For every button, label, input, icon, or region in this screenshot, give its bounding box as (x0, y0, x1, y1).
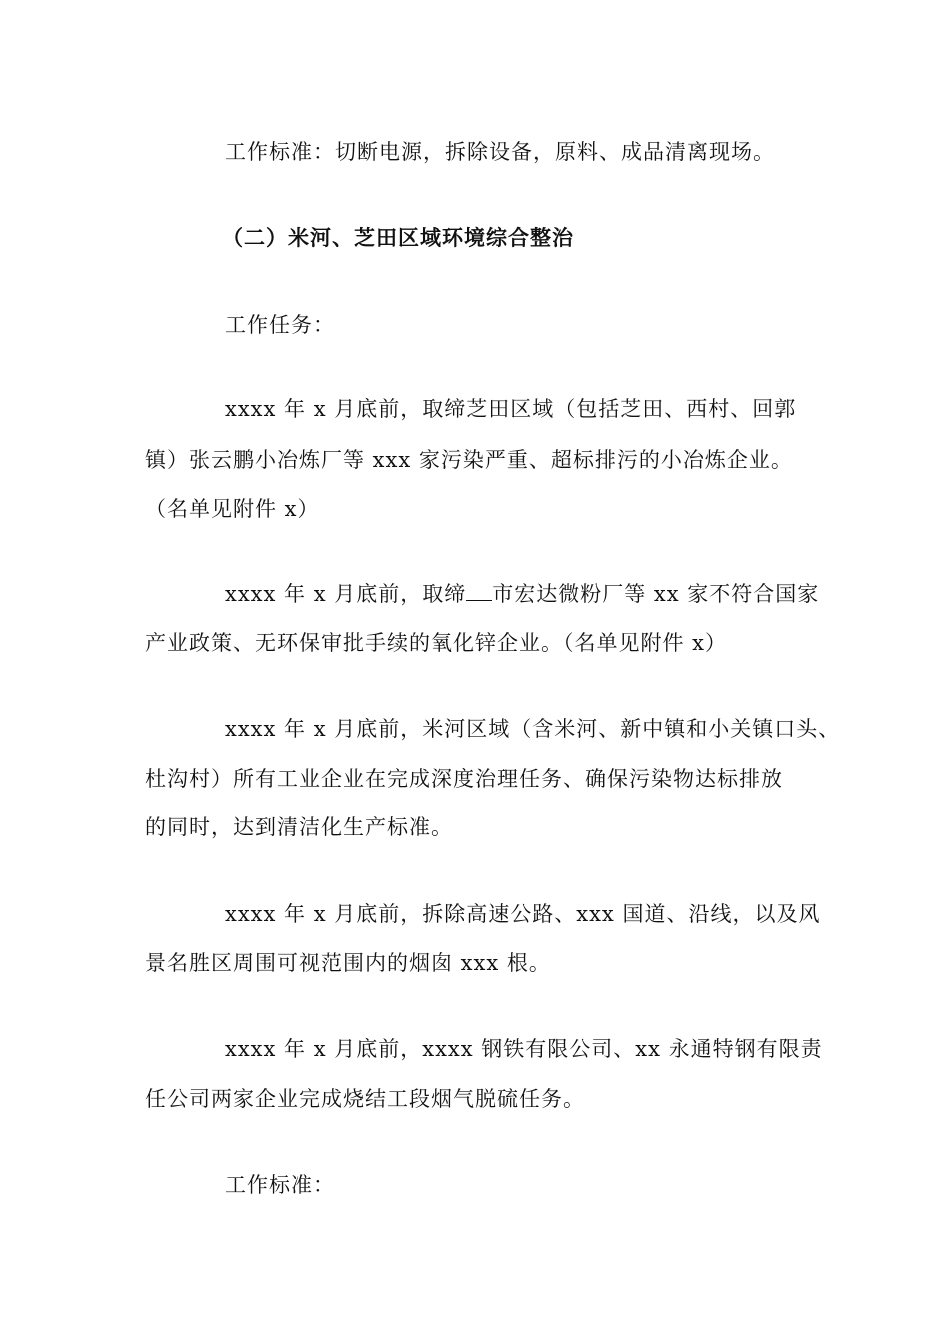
paragraph-5-line-2: 任公司两家企业完成烧结工段烟气脱硫任务。 (145, 1087, 585, 1111)
paragraph-2-text-b: 市宏达微粉厂等 xx 家不符合国家 (492, 582, 820, 606)
paragraph-2-text-a: xxxx 年 x 月底前，取缔 (225, 582, 467, 606)
paragraph-1-line-3: （名单见附件 x） (145, 497, 320, 521)
paragraph-2-line-2: 产业政策、无环保审批手续的氧化锌企业。（名单见附件 x） (145, 631, 728, 655)
work-task-label: 工作任务： (225, 313, 335, 337)
paragraph-2-line-1 (225, 579, 819, 609)
work-standard-label: 工作标准： (225, 1173, 335, 1197)
blank-underline (466, 582, 492, 601)
paragraph-5-line-1: xxxx 年 x 月底前，xxxx 钢铁有限公司、xx 永通特钢有限责 (225, 1037, 823, 1061)
paragraph-1-line-1: xxxx 年 x 月底前，取缔芝田区域（包括芝田、西村、回郭 (225, 397, 797, 421)
paragraph-4-line-1: xxxx 年 x 月底前，拆除高速公路、xxx 国道、沿线，以及风 (225, 902, 821, 926)
paragraph-1-line-2: 镇）张云鹏小冶炼厂等 xxx 家污染严重、超标排污的小冶炼企业。 (145, 448, 793, 472)
paragraph-3-line-2: 杜沟村）所有工业企业在完成深度治理任务、确保污染物达标排放 (145, 767, 783, 791)
paragraph-3-line-1: xxxx 年 x 月底前，米河区域（含米河、新中镇和小关镇口头、 (225, 717, 841, 741)
section-heading: （二）米河、芝田区域环境综合整治 (222, 225, 574, 250)
paragraph-3-line-3: 的同时，达到清洁化生产标准。 (145, 815, 453, 839)
paragraph-4-line-2: 景名胜区周围可视范围内的烟囱 xxx 根。 (145, 951, 551, 975)
work-standard-text: 工作标准：切断电源，拆除设备，原料、成品清离现场。 (225, 140, 775, 164)
